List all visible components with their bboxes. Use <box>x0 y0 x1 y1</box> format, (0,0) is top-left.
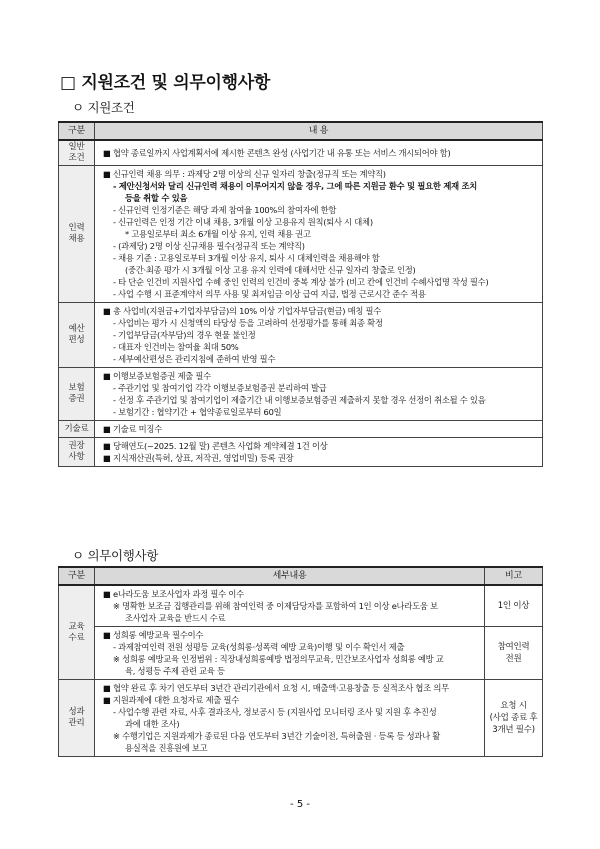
content-line: ■ 기술료 미징수 <box>103 424 162 434</box>
content-line: ■ 지식재산권(특허, 상표, 저작권, 영업비밀) 등록 권장 <box>103 453 294 463</box>
content-line: ※ 수행기업은 지원과제가 종료된 다음 연도부터 3년간 기술이전, 특허출원 · 등록 등 성과나 활 <box>113 731 441 741</box>
section-title-support-conditions: ㅇ 지원조건 <box>72 100 135 115</box>
table-row <box>59 627 543 680</box>
content-line: ※ 명확한 보조금 집행관리를 위해 참여인력 중 이제담당자를 포함하여 1인 이상 e나라도움 보 <box>113 601 438 611</box>
content-line: 용실적을 진흥원에 보고 <box>125 743 208 753</box>
content-line: - 사업수행 관련 자료, 사후 결과조사, 정보공시 등 (지원사업 모니터링 조사 및 지원 후 추진성 <box>113 707 437 717</box>
content-line: 등을 취할 수 있음 <box>125 193 188 203</box>
content-line: - 선정 후 주관기업 및 참여기업이 제출기간 내 이행보증보험증권 제출하지 못할 경우 선정이 취소될 수 있음 <box>113 395 486 405</box>
category-cell: 예산 편성 <box>59 303 95 368</box>
content-line: ■ 협약 종료일까지 사업계획서에 제시한 콘텐츠 완성 (사업기간 내 유통 또는 서비스 개시되어야 함) <box>103 148 451 158</box>
category-cell: 권장 사항 <box>59 438 95 467</box>
category-cell: 보험 증권 <box>59 368 95 421</box>
remarks-cell: 요청 시 (사업 종료 후 3개년 필수) <box>485 680 543 757</box>
content-line: ■ 이행보증보험증권 제출 필수 <box>103 371 211 381</box>
category-cell: 인력 채용 <box>59 166 95 303</box>
content-line: ※ 성희롱 예방교육 인정범위 : 직장내성희롱예방 법정의무교육, 민간보조사업자 성희롱 예방 교 <box>113 654 444 664</box>
obligations-table <box>58 566 543 757</box>
table-header-row <box>59 567 543 585</box>
content-line: - 과제참여인력 전원 성평등 교육(성희롱·성폭력 예방 교육)이행 및 이수 확인서 제출 <box>113 642 405 652</box>
content-line: ■ 당해연도(~2025. 12월 말) 콘텐츠 사업화 계약체결 1건 이상 <box>103 441 328 451</box>
table-row <box>59 421 543 438</box>
content-line: * 고용일로부터 최소 6개월 이상 유지, 인력 채용 권고 <box>125 229 311 239</box>
content-cell <box>95 680 485 757</box>
content-line: - 사업비는 평가 시 신청액의 타당성 등을 고려하여 선정평가를 통해 최종 확정 <box>113 318 383 328</box>
header-category: 구분 <box>59 122 95 140</box>
content-line: ■ 신규인력 채용 의무 : 과제당 2명 이상의 신규 일자리 창출(정규직 또는 계약직) <box>103 169 386 179</box>
page-number: - 5 - <box>290 799 310 810</box>
content-line: - 기업부담금(자부담)의 경우 현물 불인정 <box>113 330 256 340</box>
content-line: - 타 단순 인건비 지원사업 수혜 중인 인력의 인건비 중복 계상 불가 (비고 칸에 인건비 수혜사업명 작성 필수) <box>113 277 489 287</box>
content-line: - 채용 기준 : 고용일로부터 3개월 이상 유지, 퇴사 시 대체인력을 채용해야 함 <box>113 253 380 263</box>
content-line: - 신규인력 인정기준은 해당 과제 참여율 100%의 참여자에 한함 <box>113 205 337 215</box>
content-line: ■ 성희롱 예방교육 필수이수 <box>103 630 204 640</box>
content-cell <box>95 368 543 421</box>
content-cell <box>95 438 543 467</box>
content-cell <box>95 140 543 166</box>
content-cell <box>95 166 543 303</box>
remarks-cell: 참여인력 전원 <box>485 627 543 680</box>
category-cell: 일반 조건 <box>59 140 95 166</box>
content-line: - 신규인력은 인정 기간 이내 채용, 3개월 이상 고용유지 원칙(퇴사 시 대체) <box>113 217 373 227</box>
support-conditions-table <box>58 121 543 467</box>
header-category: 구분 <box>59 567 95 585</box>
content-cell <box>95 303 543 368</box>
page-title: □ 지원조건 및 의무이행사항 <box>60 73 270 93</box>
content-line: - (과제당) 2명 이상 신규채용 필수(정규직 또는 계약직) <box>113 241 305 251</box>
category-cell: 성과 관리 <box>59 680 95 757</box>
content-line: (중간·최종 평가 시 3개월 이상 고용 유지 인력에 대해서만 신규 일자리 창출로 인정) <box>125 265 416 275</box>
content-cell <box>95 421 543 438</box>
table-row <box>59 303 543 368</box>
content-line: - 대표자 인건비는 참여율 최대 50% <box>113 342 239 352</box>
content-cell <box>95 585 485 627</box>
table-row <box>59 140 543 166</box>
header-remarks: 비고 <box>485 567 543 585</box>
content-line: ■ e나라도움 보조사업자 과정 필수 이수 <box>103 589 244 599</box>
content-line: 조사업자 교육을 반드시 수료 <box>125 613 226 623</box>
content-cell <box>95 627 485 680</box>
remarks-cell: 1인 이상 <box>485 585 543 627</box>
category-cell: 기술료 <box>59 421 95 438</box>
table-row <box>59 166 543 303</box>
content-line: ■ 지원과제에 대한 요청자료 제출 필수 <box>103 695 239 705</box>
content-line: ■ 협약 완료 후 차기 연도부터 3년간 관리기관에서 요청 시, 매출액·고용창출 등 실적조사 협조 의무 <box>103 683 449 693</box>
content-line: - 주관기업 및 참여기업 각각 이행보증보험증권 분리하여 발급 <box>113 383 327 393</box>
table-row <box>59 438 543 467</box>
section-title-obligations: ㅇ 의무이행사항 <box>72 548 159 563</box>
table-row <box>59 585 543 627</box>
table-row <box>59 680 543 757</box>
content-line: ■ 총 사업비(지원금+기업자부담금)의 10% 이상 기업자부담금(현금) 매칭 필수 <box>103 306 382 316</box>
table-header-row <box>59 122 543 140</box>
content-line: - 보험기간 : 협약기간 + 협약종료일로부터 60일 <box>113 407 282 417</box>
header-content: 내 용 <box>95 122 543 140</box>
content-line: - 사업 수행 시 표준계약서 의무 사용 및 최저임금 이상 급여 지급, 법정 근로시간 준수 적용 <box>113 289 426 299</box>
header-details: 세부내용 <box>95 567 485 585</box>
content-line: - 제안신청서와 달리 신규인력 채용이 이루어지지 않을 경우, 그에 따른 지원금 환수 및 필요한 제재 조치 <box>113 181 478 191</box>
table-row <box>59 368 543 421</box>
content-line: 과에 대한 조사) <box>125 719 180 729</box>
content-line: 육, 성평등 주제 관련 교육 등 <box>125 666 225 676</box>
category-cell: 교육 수료 <box>59 585 95 680</box>
content-line: - 세부예산편성은 관리지침에 준하여 반영 필수 <box>113 354 276 364</box>
